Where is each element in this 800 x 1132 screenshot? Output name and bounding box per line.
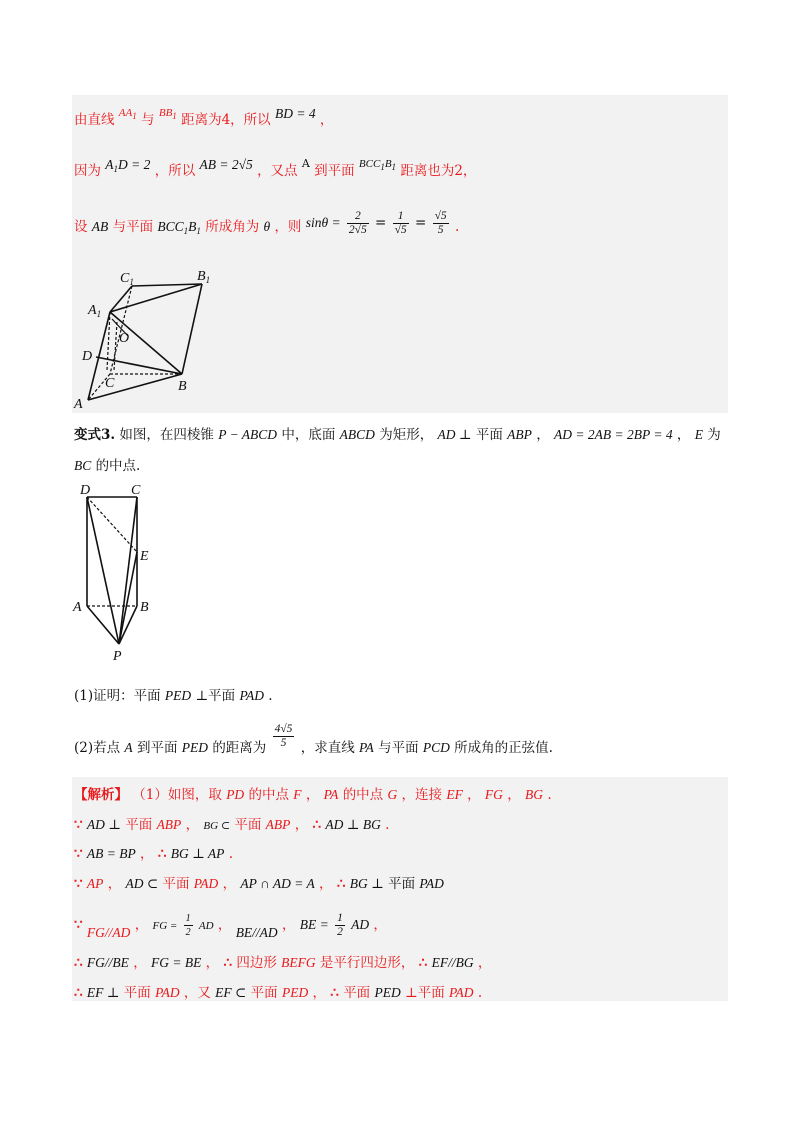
edge-ab bbox=[88, 374, 182, 400]
edge-dp bbox=[87, 497, 119, 644]
edge-c1b1 bbox=[132, 284, 202, 286]
edge-cp bbox=[119, 497, 137, 644]
edge-db bbox=[96, 357, 182, 374]
solution-tag: 【解析】 bbox=[74, 787, 128, 803]
solution-top-line-3 bbox=[74, 210, 459, 241]
problem-line-2: BC 的中点. bbox=[74, 458, 141, 474]
fraction: $\frac{4√5}{5}$ bbox=[274, 723, 293, 749]
question-2: (2)若点 A 到平面 PED 的距离为 $\frac{4√5}{5}$ ，求直线 PA 与平面 PCD 所成角的正弦值. bbox=[74, 723, 553, 756]
text: ，则 bbox=[274, 219, 302, 235]
prism-figure bbox=[72, 262, 232, 412]
label-c1: $C_1$ bbox=[120, 271, 134, 287]
label-c: C bbox=[131, 483, 141, 498]
math: $BCC_1B_1$ bbox=[157, 219, 201, 236]
math: AA1 bbox=[118, 107, 137, 121]
sine-formula: sinθ = $\frac{2}{2√5}$ = $\frac{1}{√5}$ = $\frac{√5}{5}$ bbox=[305, 210, 447, 236]
label-b: B bbox=[140, 600, 149, 615]
edge-de-hidden bbox=[87, 497, 137, 552]
problem-label: 变式3. bbox=[74, 427, 116, 443]
text: ，又点 bbox=[257, 163, 298, 179]
pyramid-figure bbox=[72, 480, 162, 665]
solution-line-4: ∵ AP ， AD ⊂ 平面 PAD ， AP ∩ AD = A ， ∴ BG ⊥ 平面 PAD bbox=[74, 876, 444, 892]
text: 由直线 bbox=[74, 112, 115, 128]
math: AB = 2√5 bbox=[199, 157, 253, 172]
text: ， bbox=[319, 112, 334, 128]
label-p: P bbox=[113, 649, 122, 664]
question-1: (1)证明：平面 PED ⊥平面 PAD . bbox=[74, 688, 273, 704]
solution-line-2: ∵ AD ⊥ 平面 ABP ， BG ⊂ 平面 ABP ， ∴ AD ⊥ BG . bbox=[74, 817, 390, 833]
label-e: E bbox=[140, 549, 149, 564]
text: 与 bbox=[141, 112, 155, 128]
text: 距离为4，所以 bbox=[181, 112, 271, 128]
math: AB bbox=[91, 219, 109, 234]
solution-line-3: ∵ AB = BP ， ∴ BG ⊥ AP . bbox=[74, 846, 234, 862]
math: $A_1D = 2$ bbox=[105, 157, 151, 174]
math: A bbox=[301, 157, 310, 170]
text: 所成角为 bbox=[205, 219, 260, 235]
label-b1: $B_1$ bbox=[197, 269, 211, 285]
label-a: A bbox=[73, 600, 82, 615]
text: 到平面 bbox=[314, 163, 355, 179]
solution-line-5: ∵ FG//AD ， FG = $\frac{1}{2}$ AD ， BE//AD ， BE = $\frac{1}{2}$ AD ， bbox=[74, 912, 387, 940]
label-o: O bbox=[119, 331, 130, 346]
math: θ bbox=[263, 219, 271, 234]
text: . bbox=[454, 219, 460, 235]
label-a: A bbox=[74, 397, 83, 412]
text: 与平面 bbox=[112, 219, 154, 235]
text: 距离也为2， bbox=[400, 163, 477, 179]
math: BD = 4 bbox=[274, 106, 316, 121]
label-a1: $A_1$ bbox=[88, 303, 102, 319]
solution-line-6: ∴ FG//BE ， FG = BE ， ∴ 四边形 BEFG 是平行四边形， ∴ EF//BG ， bbox=[74, 955, 492, 971]
text: 因为 bbox=[74, 163, 101, 179]
solution-line-7: ∴ EF ⊥ 平面 PAD ，又 EF ⊂ 平面 PED ， ∴ 平面 PED ⊥平面 PAD . bbox=[74, 985, 483, 1001]
problem-line-1: 变式3. 如图，在四棱锥 P − ABCD 中，底面 ABCD 为矩形， AD ⊥ 平面 ABP ， AD = 2AB = 2BP = 4 ， E 为 bbox=[74, 427, 721, 443]
text: 设 bbox=[74, 219, 88, 235]
solution-line-1: 【解析】 （1）如图，取 PD 的中点 F ， PA 的中点 G ，连接 EF ， FG ， BG . bbox=[74, 787, 552, 803]
math: BCC1B1 bbox=[358, 158, 397, 172]
text: ，所以 bbox=[154, 163, 196, 179]
math: BB1 bbox=[158, 107, 177, 121]
solution-top-line-2 bbox=[74, 154, 476, 181]
label-b: B bbox=[178, 379, 187, 394]
edge-b1b bbox=[182, 284, 202, 374]
label-d: D bbox=[82, 349, 93, 364]
solution-top-line-1 bbox=[74, 103, 333, 130]
label-d: D bbox=[80, 483, 91, 498]
edge-a1b1 bbox=[110, 284, 202, 312]
label-c: C bbox=[105, 376, 115, 391]
